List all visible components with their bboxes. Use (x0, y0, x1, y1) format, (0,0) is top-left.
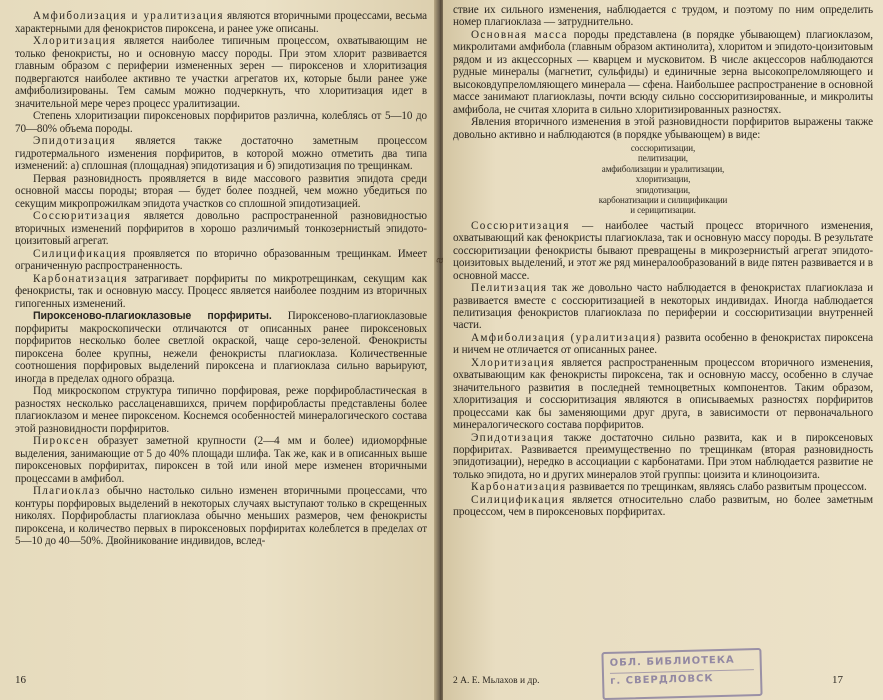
paragraph-text: Степень хлоритизации пироксеновых порфиритов различна, колеблясь от 5—10 до 70—80% объема породы. (15, 110, 427, 135)
paragraph (453, 282, 873, 332)
paragraph-text: развивается по трещинкам, являясь слабо развитым процессом. (566, 481, 867, 494)
paragraph (15, 485, 427, 548)
paragraph (453, 481, 873, 493)
paragraph-lead-term: Эпидотизация (33, 135, 116, 147)
paragraph (453, 220, 873, 282)
paragraph-text: являются вторичными процессами, весьма характерными для фенокристов пироксена, и ранее уже описаны. (15, 10, 427, 35)
paragraph (453, 332, 873, 357)
paragraph (453, 432, 873, 482)
paragraph-text: ствие их сильного изменения, наблюдается с трудом, и поэтому по ним определить номер плагиоклаза — затруднительно. (453, 4, 873, 29)
paragraph-lead-term: Карбонатизация (33, 272, 128, 285)
sequence-item: карбонатизации и силицификации (598, 195, 728, 206)
paragraph-lead-term: Эпидотизация (471, 431, 555, 444)
paragraph-lead-term: Амфиболизация и уралитизация (33, 10, 224, 22)
paragraph-text: является довольно распространенной разновидностью вторичных изменений порфиритов в хорошо различимый тонкозернистый эпидото-цоизитовый агрегат. (15, 210, 427, 247)
paragraph-lead-term: Силицификация (471, 493, 566, 506)
paragraph (15, 273, 427, 311)
paragraph-lead-term: Пелитизация (471, 282, 548, 295)
paragraph (453, 116, 873, 141)
paragraph-lead-term: Плагиоклаз (33, 485, 101, 497)
paragraph-lead-term: Амфиболизация (уралитизация) (471, 331, 662, 344)
stamp-subtitle: г. СВЕРДЛОВСК (610, 669, 754, 687)
paragraph-text: затрагивает порфириты по микротрещинкам, секущим как фенокристы, так и основную массу. Процесс является наиболее поздним из вторичных гипогенных изменений. (15, 272, 427, 310)
right-page (443, 0, 883, 700)
sequence-item: соссюритизации, (630, 142, 696, 153)
library-stamp (601, 648, 762, 700)
paragraph-lead-term: Силицификация (33, 247, 127, 260)
paragraph (15, 35, 427, 110)
left-page-body (15, 10, 427, 548)
paragraph (15, 248, 427, 273)
paragraph-text: является наиболее типичным процессом, охватывающим не только фенокристы, но и основную массу породы. При этом хлорит развивается главным образом с периферии измененных зерен — пироксенов и хлоритизация подвергаются наиболее активно те участки агрегатов их, которые были ранее уже амфиболизированы. Тем самым можно подчеркнуть, что хлоритизация идет в значительной мере через процесс уралитизации. (15, 35, 427, 110)
right-page-body (453, 4, 873, 519)
paragraph (15, 110, 427, 135)
right-paragraphs-after-list (453, 220, 873, 519)
section-heading: Пироксеново-плагиоклазовые порфириты. (33, 310, 272, 322)
paragraph-text: обычно настолько сильно изменен вторичными процессами, что контуры порфировых выделений в некоторых случаях выступают только в скрещенных николях. Порфиробласты плагиоклаза обычно меньших размеров, чем фенокристы пироксена, и количество первых в пироксеновых порфиритах колеблется в пределах от 5—10 до 40—50%. Двойникование индивидов, вслед- (15, 485, 427, 547)
paragraph-lead-term: Пироксен (33, 435, 90, 447)
paragraph-text: Первая разновидность проявляется в виде массового развития эпидота среди основной массы породы; вторая — будет более поздней, чем можно убедиться по секущим микропрожилкам эпидота участков со сплошной эпидотизацией. (15, 172, 427, 210)
left-page (0, 0, 437, 700)
paragraph-lead-term: Соссюритизация (471, 219, 570, 232)
stamp-title: ОБЛ. БИБЛИОТЕКА (609, 654, 735, 669)
paragraph-text: является также достаточно заметным процессом гидротермального изменения порфиритов, в которой можно отметить два типа изменений: а) сплошная (площадная) эпидотизация и б) эпидотизация по трещинкам. (15, 135, 427, 172)
right-page-number: 17 (832, 674, 843, 686)
sequence-item: и серицитизации. (630, 205, 696, 216)
paragraph-text: так же довольно часто наблюдается в фенокристах плагиоклаза и развивается вместе с соссюритизацией в некоторых индивидах. Иногда наблюдается пелитизация фенокристов плагиоклаза по периферии и соссюритизации внутренней части. (453, 282, 873, 332)
alteration-sequence-list (453, 143, 873, 216)
paragraph-text: также достаточно сильно развита, как и в пироксеновых порфиритах. Развивается преимущественно по трещинкам (вторая разновидность эпидотизации), нередко в ассоциации с карбонатами. При этом наблюдается развитие не только эпидота, но и других минералов этой группы: цоизита и клиноцоизита. (453, 431, 873, 481)
paragraph (453, 357, 873, 432)
paragraph-text: породы представлена (в порядке убывающем) плагиоклазом, микролитами амфибола (главным образом актинолита), хлоритом и эпидото-цоизитовым рядом и из акцессорных — кварцем и мусковитом. В числе акцессоров наблюдаются рудные минералы (магнетит, сульфиды) и единичные зерна высокопреломляющего и высоковдупреломляющего минерала — сфена. Наибольшее распространение в основной массе занимают плагиоклазы, почти всюду сильно соссюритизированные, и микролиты амфибола, не считая хлорита в сильно хлоритизированных разностях. (453, 28, 873, 116)
paragraph-text: проявляется по вторично образованным трещинкам. Имеет ограниченную распространенность. (15, 247, 427, 272)
signature-footnote: 2 А. Е. Мьлахов и др. (453, 676, 540, 686)
paragraph (15, 173, 427, 211)
paragraph (15, 135, 427, 173)
paragraph-lead-term: Хлоритизация (33, 35, 117, 47)
paragraph (453, 29, 873, 116)
paragraph-text: развита особенно в фенокристах пироксена и ничем не отличается от описанных ранее. (453, 331, 873, 357)
paragraph-text: — наиболее частый процесс вторичного изменения, охватывающий как фенокристы плагиоклаза, так и основную массу породы. В результате соссюритизации фенокристы бывают превращены в микрозернистый агрегат эпидото-цоизитовых выделений, и этот же ряд минералообразований в виде пятен развивается и в основной массе. (453, 219, 873, 282)
right-paragraphs-before-list (453, 4, 873, 141)
sequence-item: амфиболизации и уралитизации, (601, 163, 725, 174)
paragraph-text: является относительно слабо развитым, но более заметным процессом, чем в пироксеновых порфиритах. (453, 493, 873, 519)
sequence-item: пелитизации, (638, 153, 688, 164)
sequence-item: эпидотизации, (635, 184, 691, 195)
paragraph-text: Явления вторичного изменения в этой разновидности порфиритов выражены также довольно активно и наблюдаются (в порядке убывающем) в виде: (453, 116, 873, 141)
sequence-item: хлоритизации, (635, 174, 691, 185)
paragraph (15, 385, 427, 435)
paragraph-text: Под микроскопом структура типично порфировая, реже порфиробластическая в разностях несколько расслаценавшихся, причем порфиробласты представлены более плагиоклазом и менее пироксеном. Коснемся особенностей минералогического состава этой разновидности порфиритов. (15, 385, 427, 435)
paragraph (453, 494, 873, 519)
paragraph-text: является распространенным процессом вторичного изменения, охватывающим как фенокристы пироксена, так и основную массу, особенно в случае значительного развития в последней темноцветных компонентов. Таким образом, хлоритизация и соссюритизация являются в описываемых разностях порфиритов процессами как бы заменяющими друг друга, в зависимости от первоначального минералогического состава порфиритов. (453, 356, 873, 432)
paragraph (15, 210, 427, 248)
paragraph-text: Пироксеново-плагиоклазовые порфириты макроскопически отличаются от описанных ранее пироксеновых порфиритов несколько более светлой окраской, чаще серо-зеленой. Фенокристы пироксена более крупны, нежели фенокристы плагиоклаза. Количественные соотношения порфировых выделений пироксена и плагиоклаза сильно варьируют, иногда в пределах одного образца. (15, 310, 427, 385)
paragraph-lead-term: Соссюритизация (33, 210, 132, 222)
paragraph-lead-term: Хлоритизация (471, 356, 555, 369)
paragraph (15, 10, 427, 35)
paragraph-lead-term: Основная масса (471, 28, 568, 41)
paragraph-lead-term: Карбонатизация (471, 481, 567, 494)
paragraph (453, 4, 873, 29)
left-page-number: 16 (15, 674, 26, 686)
handwritten-mark: а (432, 255, 447, 265)
paragraph (15, 310, 427, 385)
paragraph-text: образует заметной крупности (2—4 мм и более) идиоморфные выделения, занимающие от 5 до 40% площади шлифа. Так же, как и в описанных выше пироксеновых порфиритах, пироксен в той или иной мере изменен вторичными процессами в амфибол. (15, 435, 427, 485)
paragraph (15, 435, 427, 485)
